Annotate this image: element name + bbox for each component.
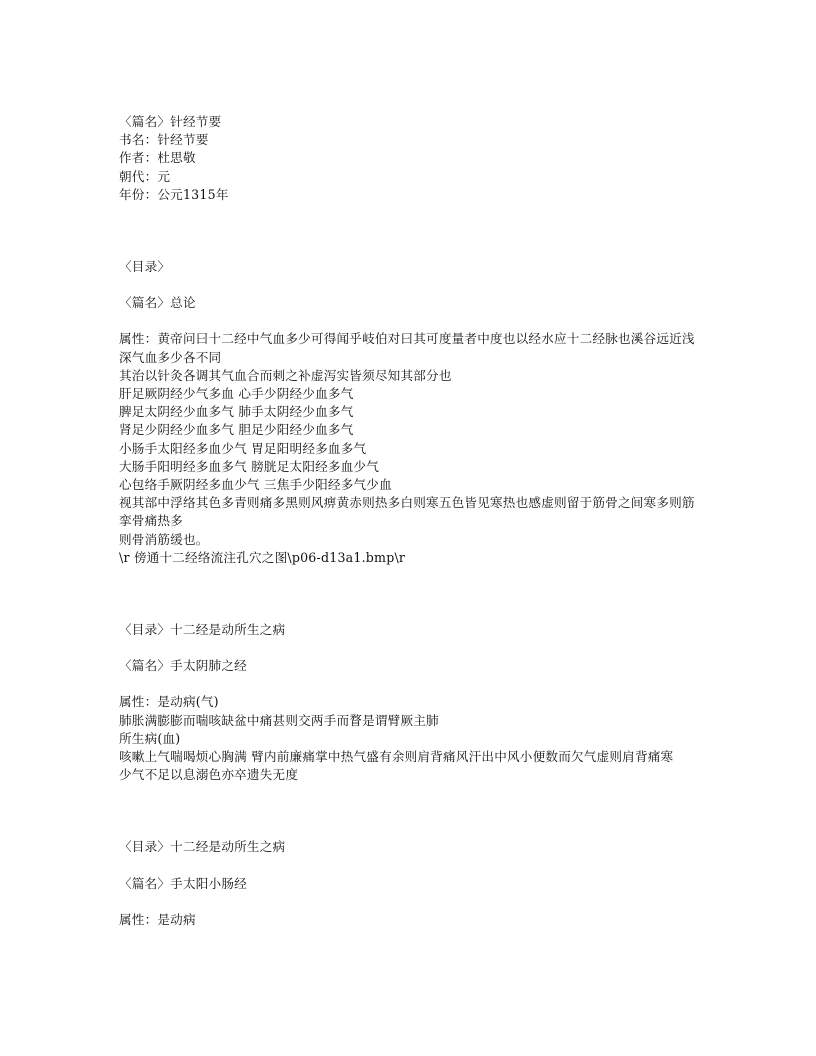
attribute-paragraph: 属性：黄帝问曰十二经中气血多少可得闻乎岐伯对曰其可度量者中度也以经水应十二经脉也溪谷远近浅深气血多少各不同 — [119, 331, 695, 365]
text-line: 少气不足以息溺色亦卒遗失无度 — [119, 767, 299, 783]
section-chapter-title: 〈篇名〉手太阴肺之经 — [119, 658, 247, 674]
dynasty-line: 朝代：元 — [119, 168, 171, 184]
text-line: 脾足太阴经少血多气 肺手太阴经少血多气 — [119, 404, 354, 420]
document-page — [119, 113, 699, 929]
spacer — [119, 204, 699, 258]
spacer — [119, 567, 699, 621]
text-paragraph: 咳嗽上气喘喝烦心胸满 臂内前廉痛掌中热气盛有余则肩背痛风汗出中风小便数而欠气虚则肩背痛寒 — [119, 749, 674, 765]
year-line: 年份：公元1315年 — [119, 186, 229, 202]
spacer — [119, 312, 699, 330]
toc-marker: 〈目录〉十二经是动所生之病 — [119, 839, 286, 855]
text-line: 心包络手厥阴经多血少气 三焦手少阳经多气少血 — [119, 477, 392, 493]
spacer — [119, 784, 699, 838]
text-line: 肝足厥阴经少气多血 心手少阴经少血多气 — [119, 386, 354, 402]
author-line: 作者：杜思敬 — [119, 150, 196, 166]
text-line: 大肠手阳明经多血多气 膀胱足太阳经多血少气 — [119, 458, 380, 474]
image-reference-line: \r 傍通十二经络流注孔穴之图\p06-d13a1.bmp\r — [119, 549, 406, 565]
spacer — [119, 675, 699, 693]
section-chapter-title: 〈篇名〉总论 — [119, 295, 196, 311]
text-line: 其治以针灸各调其气血合而刺之补虚泻实皆须尽知其部分也 — [119, 367, 452, 383]
text-line: 则骨消筋缓也。 — [119, 531, 209, 547]
toc-marker: 〈目录〉 — [119, 259, 171, 275]
spacer — [119, 893, 699, 911]
text-line: 小肠手太阳经多血少气 胃足阳明经多血多气 — [119, 440, 367, 456]
spacer — [119, 639, 699, 657]
attribute-line: 属性：是动病(气) — [119, 694, 219, 710]
chapter-title-line: 〈篇名〉针经节要 — [119, 114, 222, 129]
spacer — [119, 276, 699, 294]
text-line: 肺胀满膨膨而喘咳缺盆中痛甚则交两手而瞀是谓臂厥主肺 — [119, 712, 439, 728]
text-line: 肾足少阴经少血多气 胆足少阳经少血多气 — [119, 422, 354, 438]
text-line: 所生病(血) — [119, 730, 181, 746]
book-name-line: 书名：针经节要 — [119, 132, 209, 148]
toc-marker: 〈目录〉十二经是动所生之病 — [119, 622, 286, 638]
text-paragraph: 视其部中浮络其色多青则痛多黑则风痹黄赤则热多白则寒五色皆见寒热也感虚则留于筋骨之间寒多则筋挛骨痛热多 — [119, 495, 695, 529]
section-chapter-title: 〈篇名〉手太阳小肠经 — [119, 875, 247, 891]
spacer — [119, 857, 699, 875]
attribute-line: 属性：是动病 — [119, 911, 196, 927]
